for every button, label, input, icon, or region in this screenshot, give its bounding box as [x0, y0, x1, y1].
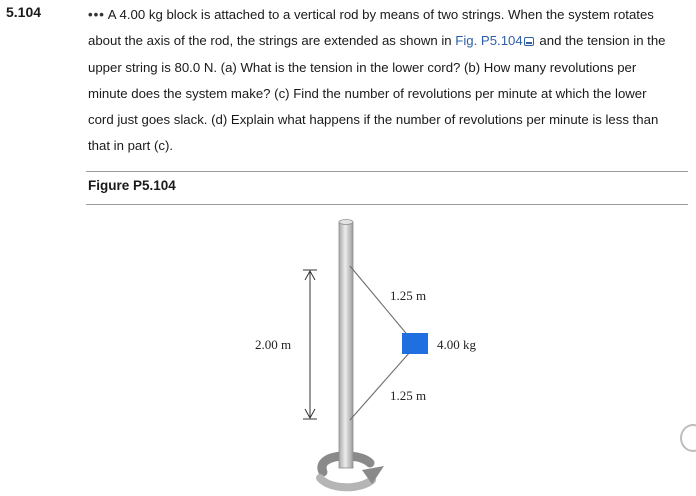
- difficulty-marker: •••: [88, 7, 105, 22]
- problem-text-part1: A 4.00 kg block is attached to a vertical rod by means of two strings. When the system rotates about the axis of the rod, the strings are extended as shown in: [88, 7, 654, 49]
- upper-string-label: 1.25 m: [390, 288, 427, 303]
- figure-title: Figure P5.104: [88, 178, 176, 193]
- figure-link[interactable]: Fig. P5.104: [455, 33, 523, 49]
- mass-block: [402, 333, 428, 354]
- problem-text-part2: and the tension in the upper string is 80.0 N. (a) What is the tension in the lower cord? (b) How many revolutions per minute does the system make? (c) Find the number of revolutions per minute at which the lower cord just goes slack. (d) Explain what happens if the number of revolutions per minute is less than that in part (c).: [88, 33, 666, 154]
- problem-number: 5.104: [6, 4, 42, 20]
- lower-string-label: 1.25 m: [390, 388, 427, 403]
- vertical-rod: [339, 220, 353, 469]
- separation-label: 2.00 m: [255, 337, 292, 352]
- mass-label: 4.00 kg: [437, 337, 476, 352]
- lower-string: [350, 352, 410, 420]
- separation-dimension: [303, 270, 317, 419]
